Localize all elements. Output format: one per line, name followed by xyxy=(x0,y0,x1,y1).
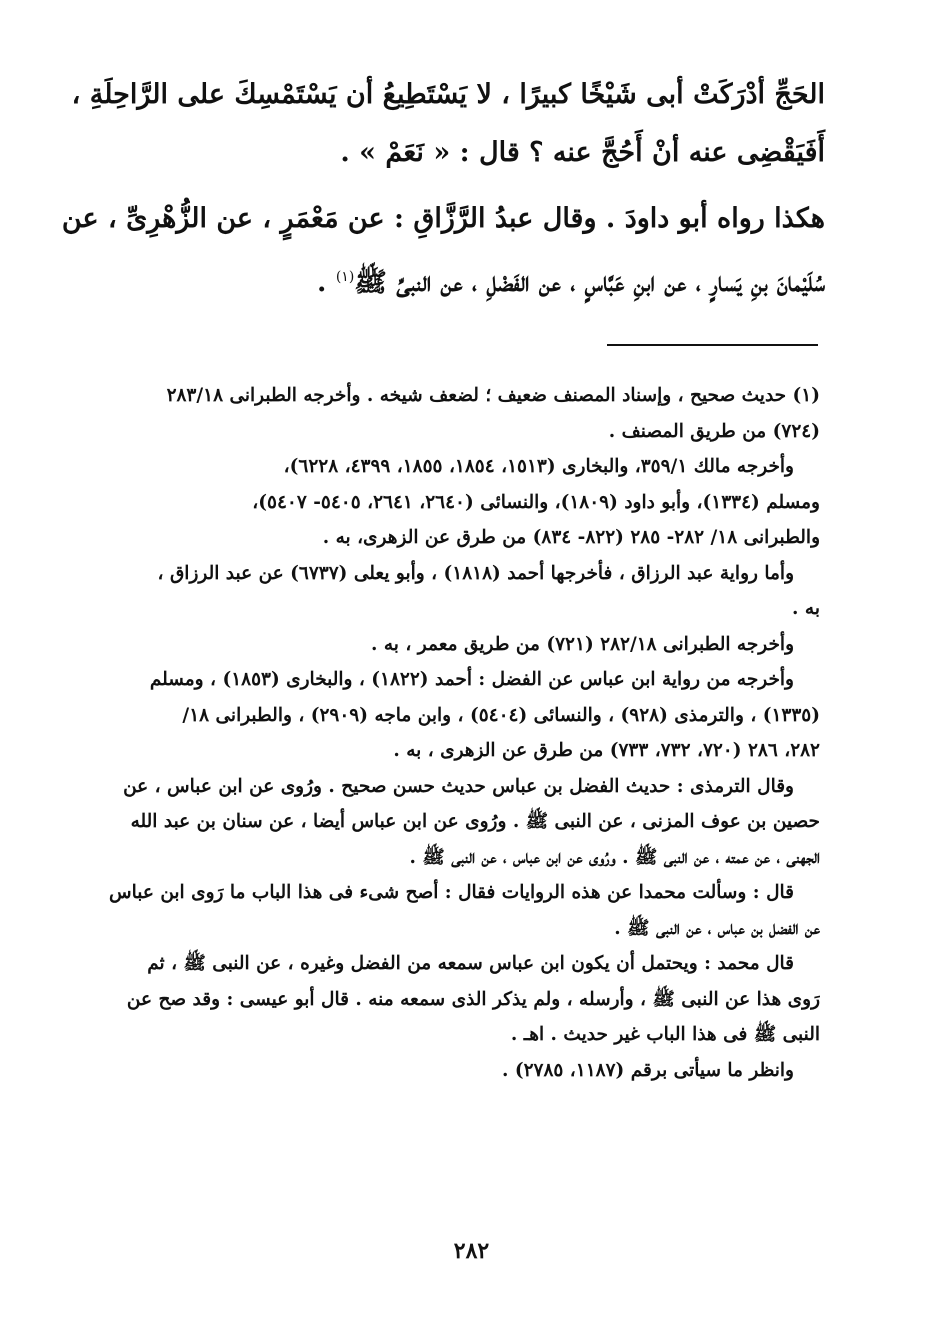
footnote-line: به . xyxy=(792,598,820,619)
main-line-text: سُلَيْمانَ بنِ يَسارٍ ، عن ابنِ عَبَّاسٍ ، عن الفَضْلِ ، عن النبىِّ ﷺ xyxy=(354,267,825,298)
main-line-end: . xyxy=(317,267,336,298)
footnote-line: والطبرانى ١٨/ ٢٨٢- ٢٨٥ (٨٢٢- ٨٣٤) من طرق عن الزهرى، به . xyxy=(322,527,820,548)
main-paragraph-2 xyxy=(61,190,825,306)
main-line-last xyxy=(100,248,825,306)
footnotes xyxy=(100,378,820,1088)
footnote-line: قال : وسألت محمدا عن هذه الروايات فقال : أصح شىء فى هذا الباب ما رَوى ابن عباس xyxy=(109,882,794,903)
footnote-line: قال محمد : ويحتمل أن يكون ابن عباس سمعه من الفضل وغيره ، عن النبى ﷺ ، ثم xyxy=(147,953,794,974)
main-paragraph-1 xyxy=(71,66,825,182)
footnote-line: ومسلم (١٣٣٤)، وأبو داود (١٨٠٩)، والنسائى (٢٦٤٠، ٢٦٤١، ٥٤٠٥- ٥٤٠٧)، xyxy=(252,491,820,513)
main-line: الحَجِّ أدْرَكَتْ أبى شَيْخًا كبيرًا ، لا يَسْتَطِيعُ أن يَسْتَمْسِكَ على الرَّاحِلَةِ ، xyxy=(71,79,825,110)
page-number: ٢٨٢ xyxy=(453,1238,490,1264)
footnote-line: (١٣٣٥) ، والترمذى (٩٢٨) ، والنسائى (٥٤٠٤) ، وابن ماجه (٢٩٠٩) ، والطبرانى ١٨/ xyxy=(182,704,820,726)
main-line: أَفَيَقْضِى عنه أنْ أَحُجَّ عنه ؟ قال : « نَعَمْ » . xyxy=(340,137,825,168)
footnote-line: رَوى هذا عن النبى ﷺ ، وأرسله ، ولم يذكر الذى سمعه منه . قال أبو عيسى : وقد صح عن xyxy=(126,988,820,1010)
footnote-line: وأما رواية عبد الرزاق ، فأخرجها أحمد (١٨١٨) ، وأبو يعلى (٦٧٣٧) عن عبد الرزاق ، xyxy=(157,562,794,584)
footnote-separator xyxy=(607,344,818,346)
footnote-line: الجهنى ، عن عمته ، عن النبى ﷺ . ورُوى عن ابن عباس ، عن النبى ﷺ . xyxy=(409,846,820,868)
footnote-line: ٢٨٢، ٢٨٦ (٧٢٠، ٧٣٢، ٧٣٣) من طرق عن الزهرى ، به . xyxy=(393,740,820,761)
footnote-line: النبى ﷺ فى هذا الباب غير حديث . اهـ . xyxy=(510,1024,820,1045)
footnote-marker[interactable]: (١) xyxy=(335,269,355,285)
main-line: هكذا رواه أبو داودَ . وقال عبدُ الرَّزَّاقِ : عن مَعْمَرٍ ، عن الزُّهْرِىِّ ، عن xyxy=(61,203,825,234)
footnote-line: وأخرجه الطبرانى ٢٨٢/١٨ (٧٢١) من طريق معمر ، به . xyxy=(371,633,794,655)
footnote-line: وأخرجه من رواية ابن عباس عن الفضل : أحمد (١٨٢٢) ، والبخارى (١٨٥٣) ، ومسلم xyxy=(149,669,794,690)
footnote-line: عن الفضل بن عباس ، عن النبى ﷺ . xyxy=(614,917,820,939)
footnote-line: (١) حديث صحيح ، وإسناد المصنف ضعيف ؛ لضعف شيخه . وأخرجه الطبرانى ٢٨٣/١٨ xyxy=(166,385,820,406)
footnote-line: حصين بن عوف المزنى ، عن النبى ﷺ . ورُوى عن ابن عباس أيضا ، عن سنان بن عبد الله xyxy=(130,811,820,832)
footnote-line: وقال الترمذى : حديث الفضل بن عباس حديث حسن صحيح . ورُوى عن ابن عباس ، عن xyxy=(123,775,794,797)
footnote-line: وانظر ما سيأتى برقم (١١٨٧، ٢٧٨٥) . xyxy=(501,1059,794,1081)
footnote-line: (٧٢٤) من طريق المصنف . xyxy=(608,420,820,442)
footnote-line: وأخرجه مالك ٣٥٩/١، والبخارى (١٥١٣، ١٨٥٤، ١٨٥٥، ٤٣٩٩، ٦٢٢٨)، xyxy=(283,456,794,477)
